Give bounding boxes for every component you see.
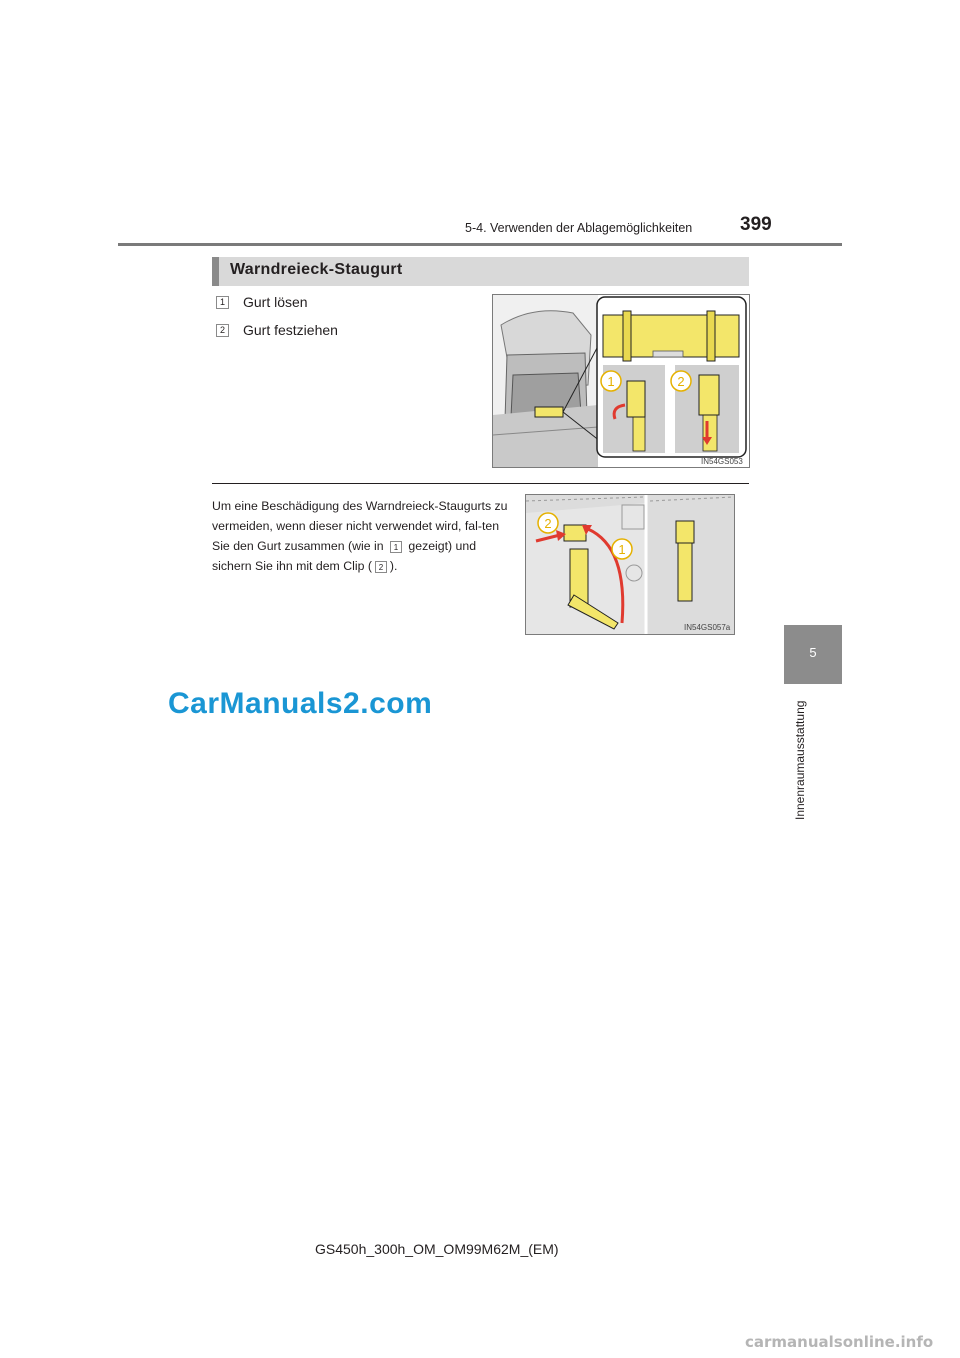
figure2-callout: 2	[544, 516, 552, 531]
item-number-badge: 1	[216, 296, 229, 309]
item-number-badge: 2	[216, 324, 229, 337]
note-text-part: ).	[389, 559, 398, 573]
chapter-number: 5	[809, 645, 817, 660]
chapter-tab	[784, 625, 842, 684]
figure-trunk-strap	[492, 294, 750, 468]
chapter-label: Innenraumausstattung	[793, 700, 807, 820]
watermark-logo: CarManuals2.com	[168, 687, 433, 720]
footer-site-watermark: carmanualsonline.info	[745, 1333, 934, 1351]
page-number: 399	[740, 214, 772, 235]
strap-folding-illustration	[526, 495, 734, 634]
item-label: Gurt festziehen	[243, 322, 338, 338]
figure-code: IN54GS057a	[684, 623, 731, 632]
header-section-title: 5-4. Verwenden der Ablagemöglichkeiten	[465, 221, 693, 235]
figure1-callout: 2	[677, 374, 685, 389]
header-divider	[118, 243, 842, 246]
note-text-part: gezeigt) und sichern Sie ihn mit dem Clip (	[212, 539, 477, 573]
figure-code: IN54GS053	[701, 457, 743, 466]
section-title: Warndreieck-Staugurt	[230, 261, 403, 278]
figure1-callout: 1	[607, 374, 615, 389]
note-text-part: Um eine Beschädigung des Warndreieck-Staugurts zu vermeiden, wenn dieser nicht verwendet wird, fal-ten Sie den Gurt zusammen (wie in	[212, 499, 508, 553]
section-divider	[212, 483, 749, 484]
figure-strap-folding	[525, 494, 735, 635]
item-label: Gurt lösen	[243, 294, 308, 310]
figure2-callout: 1	[618, 542, 626, 557]
trunk-strap-illustration	[493, 295, 749, 467]
note-paragraph	[212, 496, 510, 576]
section-heading-bar	[212, 257, 749, 286]
footer-model-code: GS450h_300h_OM_OM99M62M_(EM)	[315, 1241, 559, 1257]
inline-reference-badge: 1	[390, 541, 402, 553]
inline-reference-badge: 2	[375, 561, 387, 573]
